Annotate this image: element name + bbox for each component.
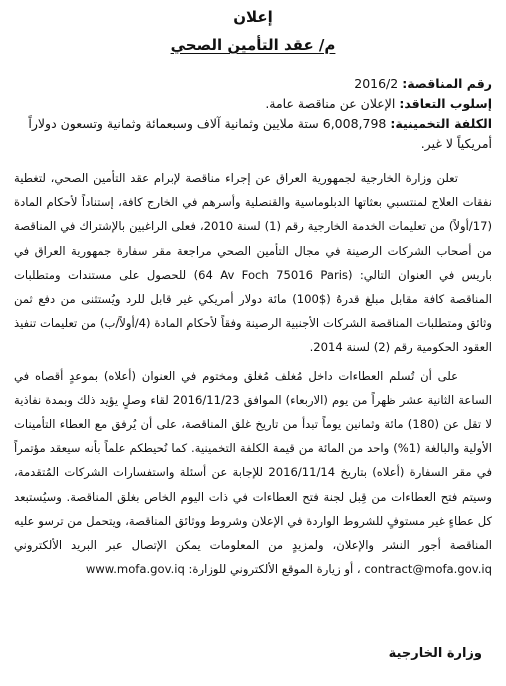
estimated-cost-text: ستة ملايين وثمانية آلاف وسبعمائة وثمانية وتسعون دولاراً أمريكياً لا غير. <box>28 116 492 151</box>
announcement-subject <box>14 36 492 54</box>
embassy-address: 64 Av Foch 75016 Paris <box>198 267 348 282</box>
tender-number-row <box>14 74 492 94</box>
paragraph2-text-b: ، أو زيارة الموقع الألكتروني للوزارة: <box>184 562 365 577</box>
ministry-signature: وزارة الخارجية <box>388 646 482 661</box>
announcement-heading: إعلان <box>233 8 273 26</box>
ministry-website: www.mofa.gov.iq <box>85 562 185 577</box>
contract-method-value: الإعلان عن مناقصة عامة. <box>265 96 396 111</box>
contract-method-row <box>14 94 492 114</box>
tender-number-label: رقم المناقصة: <box>402 76 492 91</box>
contact-email: contract@mofa.gov.iq <box>364 562 492 577</box>
subject-text: م/ عقد التأمين الصحي <box>170 36 336 54</box>
estimated-cost-row <box>14 114 492 154</box>
contract-method-label: إسلوب التعاقد: <box>399 96 492 111</box>
paragraph-invitation <box>14 166 492 360</box>
estimated-cost-label: الكلفة التخمينية: <box>390 116 492 131</box>
tender-number-value: 2016/2 <box>354 76 399 91</box>
paragraph1-text-b: ) للحصول على مستندات ومتطلبات المناقصة كافة مقابل مبلغ قدرهُ ($100) مائة دولار أمريكي غير قابل للرد ويُستثنى من دفع ثمن وثائق ومتطلبات المناقصة الشركات الأجنبية الرصينة وفقاً لأحكام المادة (4/أولاً/ب) من تعليمات تنفيذ العقود الحكومية رقم (2) لسنة 2014. <box>14 267 492 355</box>
estimated-cost-amount: 6,008,798 <box>322 116 387 131</box>
paragraph1-text-a: تعلن وزارة الخارجية لجمهورية العراق عن إجراء مناقصة لإبرام عقد التأمين الصحي، لتغطية نفقات العلاج لمنتسبي بعثاتها الدبلوماسية والقنصلية وأسرهم في الخارج كافة، إستناداً لأحكام المادة (17/أولاً) من تعليمات الخدمة الخارجية رقم (1) لسنة 2010، فعلى الراغبين بالإشتراك في المناقصة من أصحاب الشركات الرصينة في مجال التأمين الصحي مراجعة مقر سفارة جمهورية العراق في باريس في العنوان التالي: ( <box>14 171 493 282</box>
paragraph2-text-a: على أن تُسلم العطاءات داخل مُغلف مُغلق ومختوم في العنوان (أعلاه) بموعدٍ أقصاه في الساعة الثانية عشر ظهراً من يوم (الاربعاء) الموافق 2016/11/23 لقاء وصلٍ يؤيد ذلك وبمدة نفاذية لا تقل عن (180) مائة وثمانين يوماً تبدأ من تاريخ غلق المناقصة، على أن يُرفق مع العطاء التأمينات الأولية والبالغة (1%) واحد من المائة من قيمة الكلفة التخمينية. كما نُحيطكم علماً بأنه سيعقد مؤتمراً في مقر السفارة (أعلاه) بتاريخ 2016/11/14 للإجابة عن أسئلة واستفسارات الشركات المُتقدمة، وسيتم فتح العطاءات من قِبل لجنة فتح العطاءات في ذات اليوم الخاص بغلق المناقصة. وسيُستبعد كل عطاءٍ غير مستوفٍ للشروط الواردة في الإعلان وشروط ووثائق المناقصة، ويتحمل من ترسو عليه المناقصة أجور النشر والإعلان، ولمزيدٍ من المعلومات يمكن الإتصال عبر البريد الألكتروني <box>14 368 492 553</box>
paragraph-submission <box>14 364 492 582</box>
